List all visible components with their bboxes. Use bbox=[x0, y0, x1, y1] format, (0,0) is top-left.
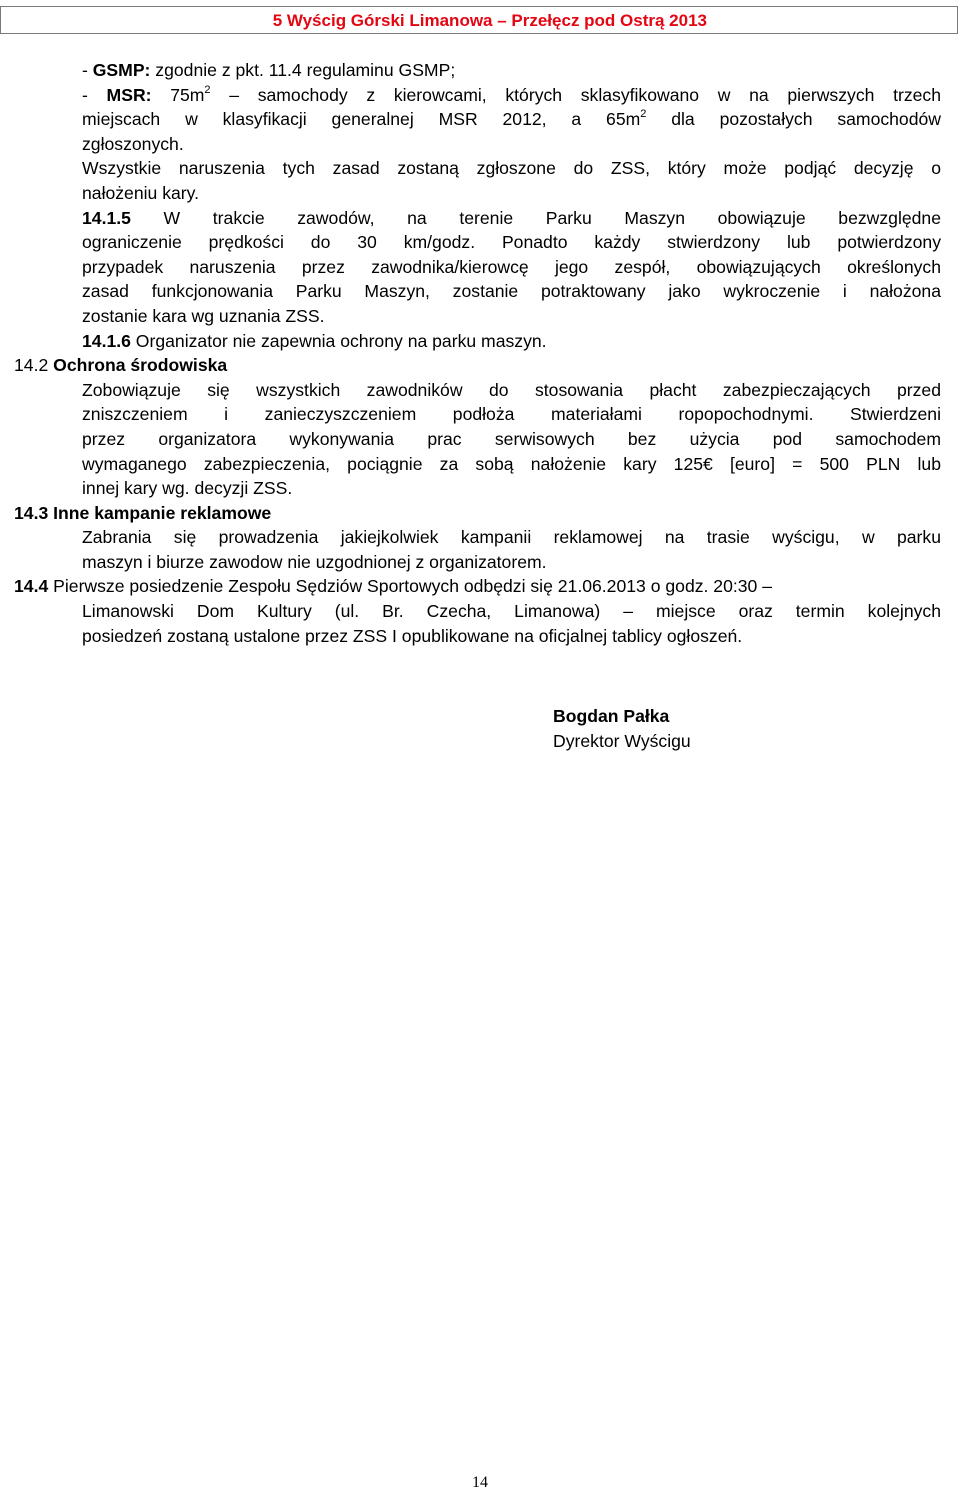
section-number: 14.4 bbox=[14, 576, 49, 597]
signatory-role: Dyrektor Wyścigu bbox=[553, 730, 691, 751]
section-14-1-6 bbox=[14, 329, 941, 354]
section-title: Ochrona środowiska bbox=[48, 355, 228, 376]
section-14-1-5-line-5: zostanie kara wg uznania ZSS. bbox=[82, 305, 325, 326]
msr-line bbox=[14, 83, 941, 108]
section-14-4-line-2: Limanowski Dom Kultury (ul. Br. Czecha, Limanowa) – miejsce oraz termin kolejnych bbox=[82, 601, 941, 622]
text: W trakcie zawodów, na terenie Parku Maszyn obowiązuje bezwzględne bbox=[130, 207, 941, 228]
document-body bbox=[14, 58, 941, 648]
section-14-1-5-line-3: przypadek naruszenia przez zawodnika/kierowcę jego zespół, obowiązujących określonych bbox=[82, 256, 941, 277]
text: Pierwsze posiedzenie Zespołu Sędziów Sportowych odbędzi się 21.06.2013 o godz. 20:30 – bbox=[48, 576, 773, 597]
section-14-3-line-2: maszyn i biurze zawodow nie uzgodnionej z organizatorem. bbox=[82, 551, 547, 572]
signature-block bbox=[553, 704, 691, 753]
text: 75m bbox=[151, 84, 205, 105]
section-title: Inne kampanie reklamowe bbox=[48, 502, 272, 523]
superscript: 2 bbox=[204, 83, 211, 96]
section-number: 14.1.6 bbox=[82, 330, 131, 351]
section-14-1-5-line-2 bbox=[14, 230, 941, 255]
section-14-3-heading bbox=[14, 501, 941, 526]
section-14-4-line-1 bbox=[14, 574, 941, 599]
section-14-1-5-line-4: zasad funkcjonowania Parku Maszyn, zostanie potraktowany jako wykroczenie i nałożona bbox=[82, 281, 941, 302]
violation-line-2: nałożeniu kary. bbox=[82, 182, 200, 203]
text: - bbox=[82, 60, 93, 80]
signatory-name: Bogdan Pałka bbox=[553, 706, 670, 726]
text: Ponadto każdy stwierdzony lub potwierdzony bbox=[475, 232, 941, 253]
superscript: 2 bbox=[640, 108, 647, 121]
msr-label: MSR: bbox=[106, 84, 152, 105]
section-number: 14.1.5 bbox=[82, 207, 131, 228]
gsmp-label: GSMP: bbox=[92, 60, 151, 80]
violation-line: Wszystkie naruszenia tych zasad zostaną zgłoszone do ZSS, który może podjąć decyzję o bbox=[82, 158, 941, 179]
section-14-4-line-3: posiedzeń zostaną ustalone przez ZSS I opublikowane na oficjalnej tablicy ogłoszeń. bbox=[82, 625, 743, 646]
section-number: 14.2 bbox=[14, 355, 49, 376]
text: Organizator nie zapewnia ochrony na parku maszyn. bbox=[130, 330, 547, 351]
gsmp-line bbox=[14, 58, 941, 83]
text: dla pozostałych samochodów bbox=[646, 109, 941, 130]
speed-limit: ograniczenie prędkości do 30 km/godz. bbox=[82, 232, 476, 253]
section-14-2-line-1: Zobowiązuje się wszystkich zawodników do stosowania płacht zabezpieczających przed bbox=[82, 379, 941, 400]
text: – samochody z kierowcami, których sklasyfikowano w na pierwszych trzech bbox=[210, 84, 941, 105]
section-14-3-line-1: Zabrania się prowadzenia jakiejkolwiek kampanii reklamowej na trasie wyścigu, w parku bbox=[82, 527, 941, 548]
header-title: 5 Wyścig Górski Limanowa – Przełęcz pod Ostrą 2013 bbox=[272, 11, 707, 30]
section-14-2-line-2: zniszczeniem i zanieczyszczeniem podłoża materiałami ropopochodnymi. Stwierdzeni bbox=[82, 404, 941, 425]
msr-line-3: zgłoszonych. bbox=[82, 133, 184, 154]
text: - bbox=[82, 84, 107, 105]
text: zgodnie z pkt. 11.4 regulaminu GSMP; bbox=[150, 60, 456, 80]
section-14-2-line-4: wymaganego zabezpieczenia, pociągnie za sobą nałożenie kary 125€ [euro] = 500 PLN lub bbox=[82, 453, 941, 474]
section-14-2-line-3: przez organizatora wykonywania prac serwisowych bez użycia pod samochodem bbox=[82, 428, 941, 449]
section-14-2-line-5: innej kary wg. decyzji ZSS. bbox=[82, 478, 293, 499]
page-header bbox=[0, 6, 958, 34]
page-number: 14 bbox=[472, 1474, 488, 1491]
msr-line-2 bbox=[14, 107, 941, 132]
section-14-2-heading bbox=[14, 353, 941, 378]
text: miejscach w klasyfikacji generalnej MSR 2012, a 65m bbox=[82, 109, 641, 130]
section-14-1-5 bbox=[14, 206, 941, 231]
section-number: 14.3 bbox=[14, 502, 49, 523]
